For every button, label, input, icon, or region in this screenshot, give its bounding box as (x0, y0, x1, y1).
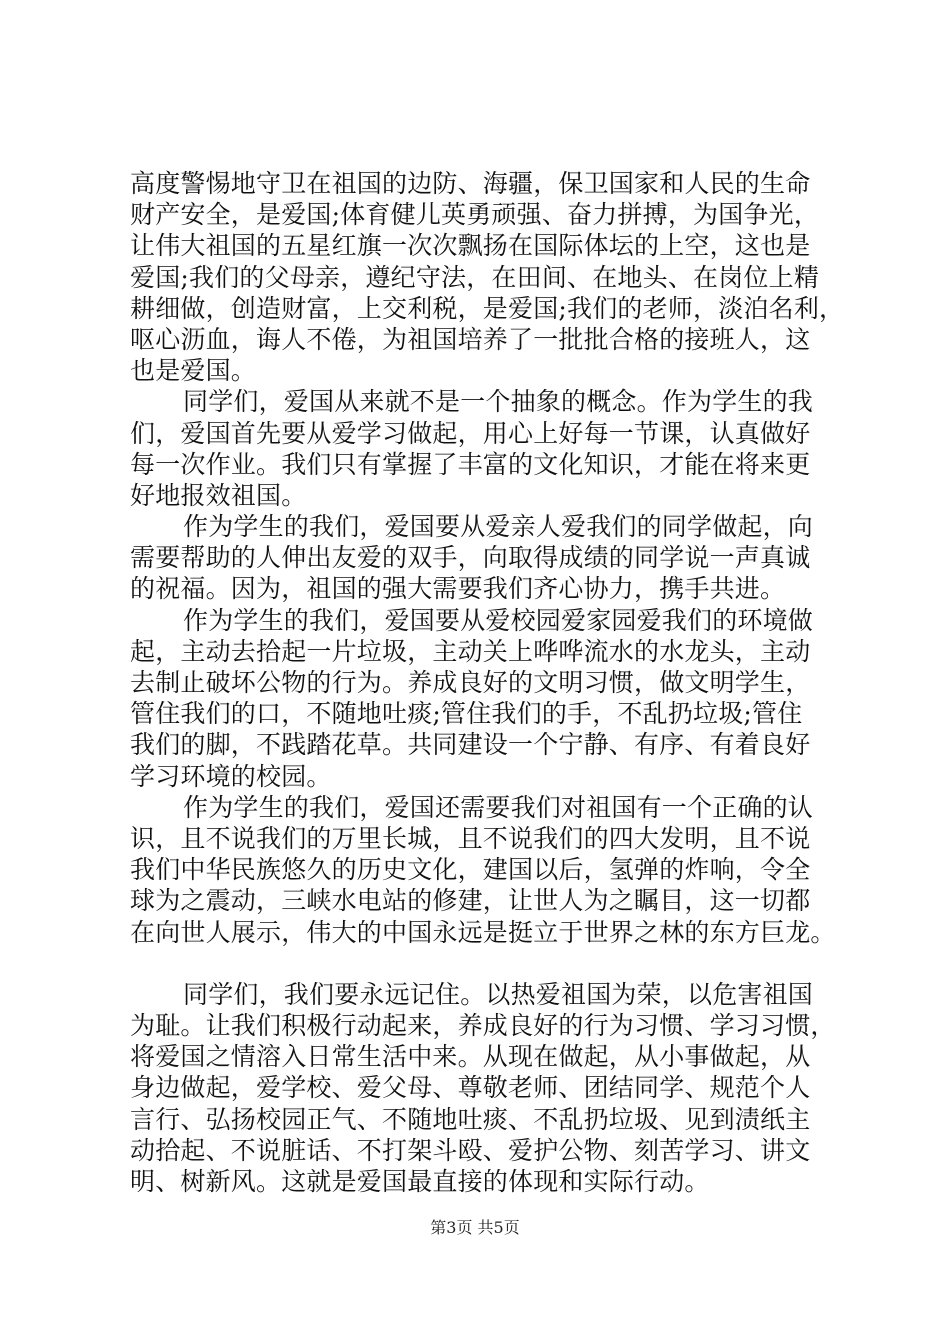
text-line: 动拾起、不说脏话、不打架斗殴、爱护公物、刻苦学习、讲文 (130, 1135, 811, 1165)
text-line: 在向世人展示，伟大的中国永远是挺立于世界之林的东方巨龙。 (130, 917, 836, 947)
text-line: 学习环境的校园。 (130, 761, 332, 791)
text-line: 起，主动去拾起一片垃圾，主动关上哗哗流水的水龙头，主动 (130, 636, 811, 666)
text-line: 爱国;我们的父母亲，遵纪守法，在田间、在地头、在岗位上精 (130, 262, 820, 292)
text-line: 识，且不说我们的万里长城，且不说我们的四大发明，且不说 (130, 823, 811, 853)
text-line: 去制止破坏公物的行为。养成良好的文明习惯，做文明学生， (130, 668, 811, 697)
text-line: 言行、弘扬校园正气、不随地吐痰、不乱扔垃圾、见到渍纸主 (130, 1104, 811, 1134)
text-line: 为耻。让我们积极行动起来，养成良好的行为习惯、学习习惯， (130, 1011, 836, 1041)
text-line: 高度警惕地守卫在祖国的边防、海疆，保卫国家和人民的生命 (130, 169, 811, 198)
text-line: 财产安全，是爱国;体育健儿英勇顽强、奋力拼搏，为国争光， (130, 200, 820, 230)
text-line: 好地报效祖国。 (130, 480, 307, 510)
text-line: 明、树新风。这就是爱国最直接的体现和实际行动。 (130, 1167, 710, 1196)
paragraph-first-line: 同学们，我们要永远记住。以热爱祖国为荣，以危害祖国 (183, 979, 814, 1009)
paragraph-first-line: 作为学生的我们，爱国要从爱亲人爱我们的同学做起，向 (183, 512, 814, 542)
text-line: 耕细做，创造财富，上交利税，是爱国;我们的老师，淡泊名利， (130, 293, 845, 323)
paragraph-first-line: 同学们，爱国从来就不是一个抽象的概念。作为学生的我 (183, 387, 814, 417)
paragraph-first-line: 作为学生的我们，爱国要从爱校园爱家园爱我们的环境做 (183, 605, 814, 635)
text-line: 我们的脚，不践踏花草。共同建设一个宁静、有序、有着良好 (130, 730, 811, 760)
paragraph-first-line: 作为学生的我们，爱国还需要我们对祖国有一个正确的认 (183, 792, 814, 822)
text-line: 需要帮助的人伸出友爱的双手，向取得成绩的同学说一声真诚 (130, 543, 811, 573)
text-line: 将爱国之情溶入日常生活中来。从现在做起，从小事做起，从 (130, 1042, 811, 1072)
text-line: 呕心沥血，诲人不倦，为祖国培养了一批批合格的接班人，这 (130, 324, 811, 354)
text-line: 每一次作业。我们只有掌握了丰富的文化知识，才能在将来更 (130, 449, 811, 479)
text-line: 管住我们的口，不随地吐痰;管住我们的手，不乱扔垃圾;管住 (130, 699, 803, 729)
paragraph-gap (130, 948, 830, 979)
page-footer: 第3页 共5页 (430, 1218, 520, 1237)
text-line: 我们中华民族悠久的历史文化，建国以后，氢弹的炸响，令全 (130, 855, 811, 885)
text-line: 的祝福。因为，祖国的强大需要我们齐心协力，携手共进。 (130, 574, 786, 604)
text-line: 身边做起，爱学校、爱父母、尊敬老师、团结同学、规范个人 (130, 1073, 811, 1103)
text-line: 们，爱国首先要从爱学习做起，用心上好每一节课，认真做好 (130, 418, 811, 448)
document-body (130, 168, 845, 1197)
text-line: 球为之震动，三峡水电站的修建，让世人为之瞩目，这一切都 (130, 886, 811, 916)
text-line: 让伟大祖国的五星红旗一次次飘扬在国际体坛的上空，这也是 (130, 231, 811, 261)
text-line: 也是爱国。 (130, 356, 257, 386)
